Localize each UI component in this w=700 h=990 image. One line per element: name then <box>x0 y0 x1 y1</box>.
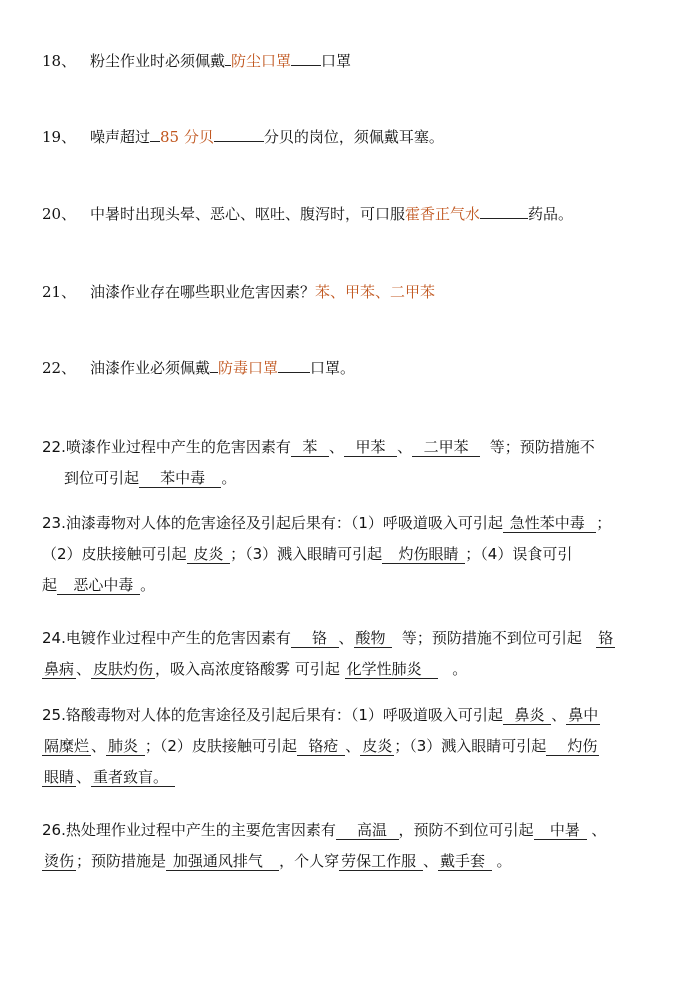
text: ，吸入高浓度铬酸雾 可引起 <box>155 660 340 678</box>
fill-blank: 苯中毒 <box>139 469 221 488</box>
paragraph-line <box>42 654 660 685</box>
paragraph-line <box>42 463 660 494</box>
fill-blank: 加强通风排气 <box>166 852 279 871</box>
fill-blank: 鼻中 <box>568 706 599 724</box>
fill-blank: 灼伤 <box>546 737 599 756</box>
question-text-end: 口罩 <box>321 52 352 70</box>
fill-blank: 鼻炎 <box>503 706 551 725</box>
fill-blank: 铬 <box>598 629 614 647</box>
fill-blank: 甲苯 <box>344 438 397 457</box>
fill-blank: 铬疮 <box>297 737 345 756</box>
separator: 、 <box>397 438 413 456</box>
text: ；（2）皮肤接触可引起 <box>144 737 297 755</box>
fill-blank: 隔糜烂 <box>44 737 90 755</box>
question-text: 油漆作业必须佩戴 <box>90 359 211 377</box>
question-text-end: 分贝的岗位，须佩戴耳塞。 <box>263 128 444 146</box>
paragraph-line <box>42 815 660 846</box>
fill-blank: 皮肤灼伤 <box>93 660 154 678</box>
text: 22.喷漆作业过程中产生的危害因素有 <box>42 438 291 456</box>
text: 起 <box>42 576 58 594</box>
separator: 、 <box>345 737 361 755</box>
paragraph-line <box>42 570 660 601</box>
paragraph-line <box>42 508 660 539</box>
separator: 、 <box>422 852 438 870</box>
separator: 、 <box>551 706 567 724</box>
answer-text: 85 分贝 <box>160 128 214 146</box>
question-18 <box>42 50 351 72</box>
text: ，预防不到位可引起 <box>398 821 534 839</box>
text: （2）皮肤接触可引起 <box>42 545 187 563</box>
text: ；（3）溅入眼睛可引起 <box>230 545 383 563</box>
paragraph-line <box>42 731 660 762</box>
paragraph-line <box>42 700 660 731</box>
fill-blank: 鼻病 <box>44 660 75 678</box>
fill-blank: 重者致盲。 <box>91 768 175 787</box>
text: 25.铬酸毒物对人体的危害途径及引起后果有：（1）呼吸道吸入可引起 <box>42 706 503 724</box>
fill-blank: 急性苯中毒 <box>503 514 596 533</box>
text: 等；预防措施不到位可引起 <box>401 629 582 647</box>
fill-blank: 皮炎 <box>187 545 231 564</box>
question-number: 21、 <box>42 283 77 301</box>
question-22 <box>42 357 355 379</box>
question-text-end: 口罩。 <box>310 359 356 377</box>
paragraph-line <box>42 846 660 877</box>
fill-blank: 肺炎 <box>106 737 145 756</box>
fill-blank: 酸物 <box>354 629 393 648</box>
separator: 、 <box>76 768 92 786</box>
text: ；（3）溅入眼睛可引起 <box>394 737 547 755</box>
question-number: 18、 <box>42 52 77 70</box>
text: ；预防措施是 <box>76 852 167 870</box>
fill-blank: 眼睛 <box>44 768 75 786</box>
answer-text: 防毒口罩 <box>218 359 279 377</box>
question-text: 油漆作业存在哪些职业危害因素？ <box>90 283 316 301</box>
text: 23.油漆毒物对人体的危害途径及引起后果有：（1）呼吸道吸入可引起 <box>42 514 503 532</box>
separator: 、 <box>91 737 107 755</box>
answer-text: 防尘口罩 <box>231 52 292 70</box>
paragraph-line <box>42 762 660 793</box>
question-text: 粉尘作业时必须佩戴 <box>90 52 226 70</box>
question-text-end: 药品。 <box>528 205 574 223</box>
question-number: 22、 <box>42 359 77 377</box>
paragraph-24 <box>42 623 660 685</box>
fill-blank: 戴手套 <box>438 852 492 871</box>
text: 到位可引起 <box>64 469 140 487</box>
fill-blank: 化学性肺炎 <box>345 660 438 679</box>
fill-blank: 恶心中毒 <box>57 576 140 595</box>
fill-blank: 苯 <box>291 438 329 457</box>
text: 。 <box>496 852 512 870</box>
text: ，个人穿 <box>279 852 340 870</box>
question-number: 19、 <box>42 128 77 146</box>
fill-blank: 中暑 <box>534 821 587 840</box>
paragraph-26 <box>42 815 660 877</box>
answer-text: 霍香正气水 <box>405 205 481 223</box>
fill-blank: 铬 <box>291 629 339 648</box>
separator: 、 <box>591 821 607 839</box>
question-text: 中暑时出现头晕、恶心、呕吐、腹泻时，可口服 <box>90 205 406 223</box>
text: ； <box>596 514 612 532</box>
text: 等；预防措施不 <box>489 438 595 456</box>
text: 。 <box>221 469 237 487</box>
separator: 、 <box>328 438 344 456</box>
fill-blank: 皮炎 <box>362 737 393 755</box>
separator: 、 <box>338 629 354 647</box>
question-19 <box>42 126 444 148</box>
text: ；（4）误食可引 <box>465 545 573 563</box>
text: 26.热处理作业过程中产生的主要危害因素有 <box>42 821 336 839</box>
text: 24.电镀作业过程中产生的危害因素有 <box>42 629 291 647</box>
separator: 、 <box>76 660 92 678</box>
text: 。 <box>452 660 468 678</box>
question-number: 20、 <box>42 205 77 223</box>
paragraph-23 <box>42 508 660 601</box>
question-text: 噪声超过 <box>90 128 151 146</box>
paragraph-25 <box>42 700 660 793</box>
paragraph-line <box>42 432 660 463</box>
answer-text: 苯、甲苯、二甲苯 <box>315 283 436 301</box>
fill-blank: 烫伤 <box>44 852 75 870</box>
paragraph-line <box>42 623 660 654</box>
text: 。 <box>140 576 156 594</box>
fill-blank: 劳保工作服 <box>339 852 423 871</box>
question-20 <box>42 203 573 225</box>
question-21 <box>42 281 435 303</box>
fill-blank: 高温 <box>336 821 399 840</box>
fill-blank: 二甲苯 <box>412 438 480 457</box>
fill-blank: 灼伤眼睛 <box>382 545 465 564</box>
paragraph-22 <box>42 432 660 494</box>
paragraph-line <box>42 539 660 570</box>
